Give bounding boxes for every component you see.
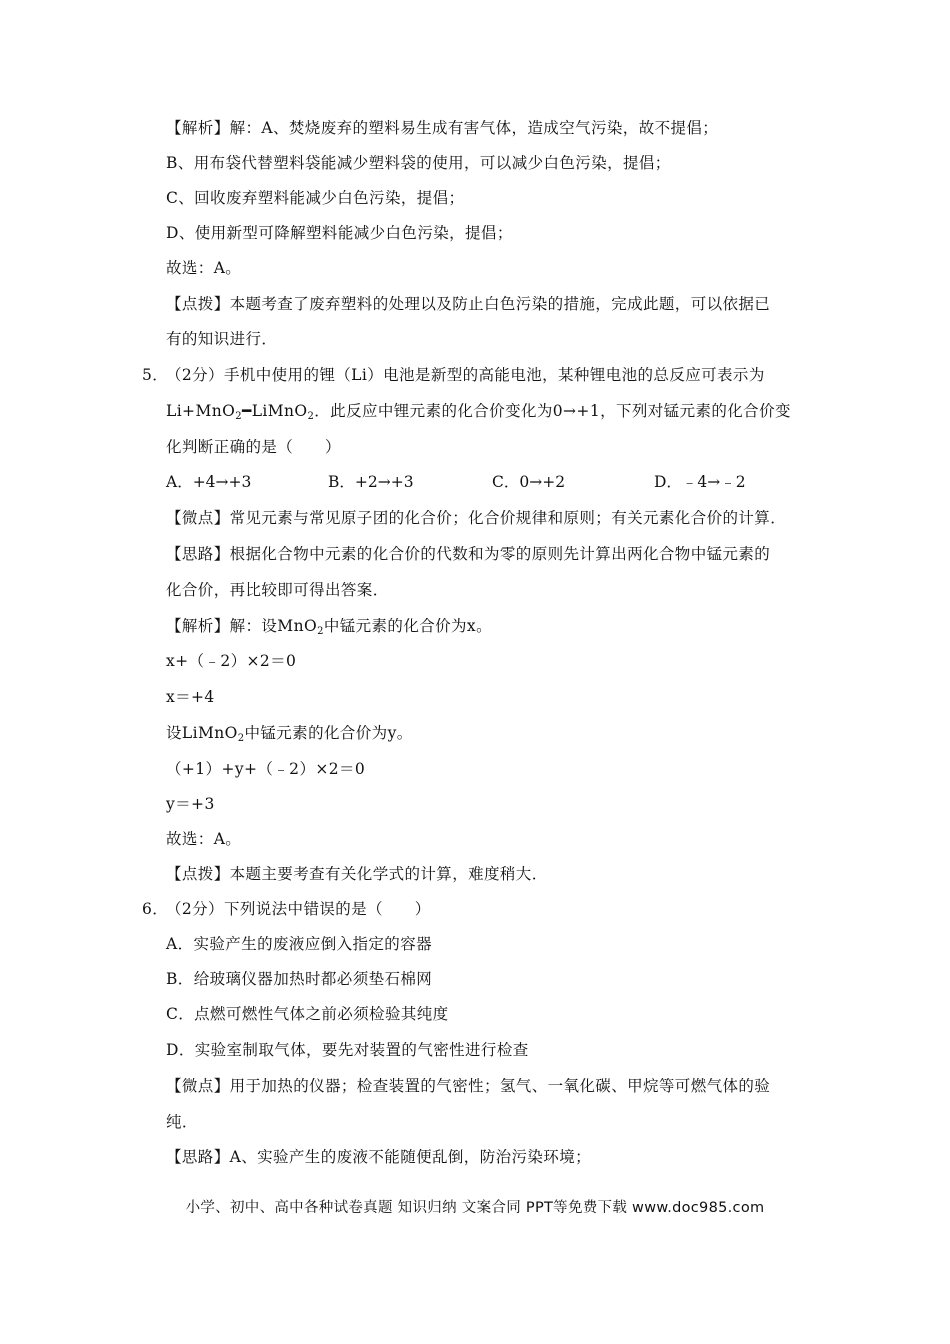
keypoint-q6: 【微点】用于加热的仪器；检查装置的气密性；氢气、一氧化碳、甲烷等可燃气体的验 bbox=[166, 1077, 771, 1095]
q5-option-c: C．0→+2 bbox=[492, 473, 566, 491]
question-6-stem: （2分）下列说法中错误的是（ ） bbox=[166, 900, 431, 918]
analysis-q4-c: C、回收废弃塑料能减少白色污染，提倡； bbox=[166, 189, 465, 207]
analysis-q4-d: D、使用新型可降解塑料能减少白色污染，提倡； bbox=[166, 224, 513, 242]
approach-q5-cont: 化合价，再比较即可得出答案． bbox=[166, 581, 389, 599]
keypoint-q5: 【微点】常见元素与常见原子团的化合价；化合价规律和原则；有关元素化合价的计算． bbox=[166, 509, 787, 527]
answer-q4: 故选：A。 bbox=[166, 259, 242, 277]
approach-q6: 【思路】A、实验产生的废液不能随便乱倒，防治污染环境； bbox=[166, 1148, 591, 1166]
question-5-number: 5． bbox=[142, 366, 169, 384]
analysis-text: 设LiMnO bbox=[166, 724, 238, 742]
analysis-text: 【解析】解：设MnO bbox=[166, 617, 318, 635]
answer-q5: 故选：A。 bbox=[166, 830, 242, 848]
subscript: 2 bbox=[307, 411, 315, 422]
tip-q4-cont: 有的知识进行． bbox=[166, 330, 278, 348]
question-5-stem-end: 化判断正确的是（ ） bbox=[166, 438, 341, 456]
analysis-q4-b: B、用布袋代替塑料袋能减少塑料袋的使用，可以减少白色污染，提倡； bbox=[166, 154, 671, 172]
page-footer: 小学、初中、高中各种试卷真题 知识归纳 文案合同 PPT等免费下载 www.doc985.com bbox=[185, 1200, 765, 1216]
q6-option-d: D．实验室制取气体，要先对装置的气密性进行检查 bbox=[166, 1041, 529, 1059]
q5-option-a: A．+4→+3 bbox=[166, 473, 252, 491]
q5-option-b: B．+2→+3 bbox=[328, 473, 414, 491]
q6-option-c: C．点燃可燃性气体之前必须检验其纯度 bbox=[166, 1005, 449, 1023]
question-6-number: 6． bbox=[142, 900, 169, 918]
analysis-q4: 【解析】解：A、焚烧废弃的塑料易生成有害气体，造成空气污染，故不提倡； bbox=[166, 119, 719, 137]
keypoint-q6-cont: 纯． bbox=[166, 1113, 198, 1131]
subscript: 2 bbox=[237, 733, 245, 744]
formula-text: ．此反应中锂元素的化合价变化为0→+1，下列对锰元素的化合价变 bbox=[314, 402, 791, 420]
analysis-q5-2 bbox=[166, 723, 413, 743]
tip-q4: 【点拨】本题考查了废弃塑料的处理以及防止白色污染的措施，完成此题，可以依据已 bbox=[166, 295, 771, 313]
q5-option-d: D．﹣4→﹣2 bbox=[654, 473, 746, 491]
formula-text: ━LiMnO bbox=[241, 402, 308, 420]
formula-text: Li+MnO bbox=[166, 402, 236, 420]
equation-1: x+（﹣2）×2＝0 bbox=[166, 652, 297, 670]
result-1: x＝+4 bbox=[166, 688, 215, 706]
question-5-equation bbox=[166, 401, 791, 421]
analysis-text: 中锰元素的化合价为y。 bbox=[244, 724, 413, 742]
subscript: 2 bbox=[317, 626, 324, 637]
approach-q5: 【思路】根据化合物中元素的化合价的代数和为零的原则先计算出两化合物中锰元素的 bbox=[166, 545, 771, 563]
result-2: y＝+3 bbox=[166, 795, 215, 813]
q6-option-b: B．给玻璃仪器加热时都必须垫石棉网 bbox=[166, 970, 433, 988]
equation-2: （+1）+y+（﹣2）×2＝0 bbox=[166, 760, 366, 778]
analysis-text: 中锰元素的化合价为x。 bbox=[323, 617, 492, 635]
analysis-q5 bbox=[166, 616, 492, 636]
subscript: 2 bbox=[235, 411, 242, 422]
tip-q5: 【点拨】本题主要考查有关化学式的计算，难度稍大． bbox=[166, 865, 548, 883]
question-5-stem: （2分）手机中使用的锂（Li）电池是新型的高能电池，某种锂电池的总反应可表示为 bbox=[166, 366, 765, 384]
q6-option-a: A．实验产生的废液应倒入指定的容器 bbox=[166, 935, 432, 953]
